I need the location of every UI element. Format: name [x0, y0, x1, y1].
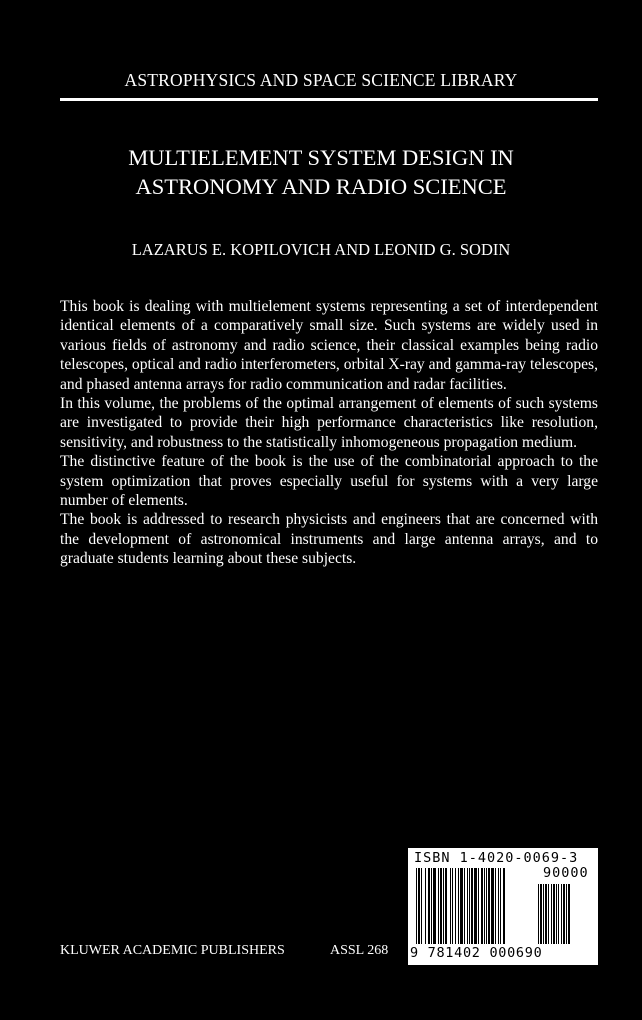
ean-digits: 9 781402 000690: [410, 945, 543, 961]
barcode-bar: [458, 868, 459, 944]
barcode-bar: [500, 868, 501, 944]
barcode-bar: [445, 868, 447, 944]
barcode-bar: [491, 868, 494, 944]
barcode-bar: [498, 868, 499, 944]
book-title-line-1: MULTIELEMENT SYSTEM DESIGN IN: [128, 145, 514, 170]
barcode-bar: [474, 868, 477, 944]
isbn-text: ISBN 1-4020-0069-3: [414, 850, 579, 866]
barcode-bar: [431, 868, 432, 944]
barcode-bar: [416, 868, 417, 944]
barcode-bar: [428, 868, 430, 944]
barcode-addon-bar: [548, 884, 549, 944]
barcode-bar: [421, 868, 422, 944]
barcode-addon-bar: [538, 884, 539, 944]
series-code: ASSL 268: [330, 943, 389, 958]
barcode-addon-bar: [553, 884, 555, 944]
barcode-bar: [464, 868, 465, 944]
barcode-addon-bar: [568, 884, 570, 944]
barcode-bar: [425, 868, 426, 944]
barcode-bar: [503, 868, 505, 944]
price-code: 90000: [543, 865, 589, 881]
series-name: ASTROPHYSICS AND SPACE SCIENCE LIBRARY: [124, 70, 518, 90]
barcode-addon-bar: [561, 884, 562, 944]
barcode-addon-bar: [563, 884, 565, 944]
barcode-bar: [488, 868, 490, 944]
barcode-bar: [452, 868, 453, 944]
barcode-bar: [440, 868, 442, 944]
barcode-bar: [478, 868, 479, 944]
description-paragraph-4: The book is addressed to research physicists and engineers that are concerned with the development of astronomical instruments and large antenna arrays, and to graduate students learning about these subjects.: [60, 511, 598, 568]
book-title-line-2: ASTRONOMY AND RADIO SCIENCE: [135, 174, 507, 199]
barcode-bar: [484, 868, 485, 944]
barcode-bar: [418, 868, 420, 944]
barcode: [408, 848, 598, 965]
barcode-bar: [467, 868, 468, 944]
barcode-bar: [481, 868, 483, 944]
barcode-bar: [486, 868, 487, 944]
barcode-bar: [460, 868, 463, 944]
barcode-bar: [471, 868, 473, 944]
barcode-bar: [469, 868, 470, 944]
header-divider: [60, 98, 598, 101]
barcode-addon-bar: [558, 884, 559, 944]
barcode-addon-bar: [543, 884, 544, 944]
barcode-addon-bar: [540, 884, 542, 944]
book-authors: LAZARUS E. KOPILOVICH AND LEONID G. SODIN: [131, 240, 511, 259]
description-paragraph-3: The distinctive feature of the book is the use of the combinatorial approach to the system optimization that proves especially useful for systems with a very large number of elements.: [60, 453, 598, 510]
barcode-bar: [438, 868, 439, 944]
barcode-bar: [455, 868, 456, 944]
barcode-addon-bar: [545, 884, 547, 944]
barcode-bar: [433, 868, 436, 944]
barcode-bar: [450, 868, 451, 944]
description-paragraph-2: In this volume, the problems of the optimal arrangement of elements of such systems are investigated to provide their high performance characteristics like resolution, sensitivity, and robustness to the statistically inhomogeneous propagation medium.: [60, 395, 598, 451]
barcode-bar: [495, 868, 496, 944]
barcode-addon-bar: [556, 884, 557, 944]
book-title: [0, 143, 642, 201]
barcode-addon-bar: [566, 884, 567, 944]
barcode-bar: [443, 868, 444, 944]
book-description: [60, 297, 598, 569]
barcode-addon-bar: [551, 884, 552, 944]
publisher-name: KLUWER ACADEMIC PUBLISHERS: [60, 943, 285, 958]
description-paragraph-1: This book is dealing with multielement systems representing a set of interdependent identical elements of a comparatively small size. Such systems are widely used in various fields of astronomy and radio science, their classical examples being radio telescopes, optical and radio interferometers, orbital X-ray and gamma-ray telescopes, and phased antenna arrays for radio communication and radar facilities.: [60, 298, 598, 393]
